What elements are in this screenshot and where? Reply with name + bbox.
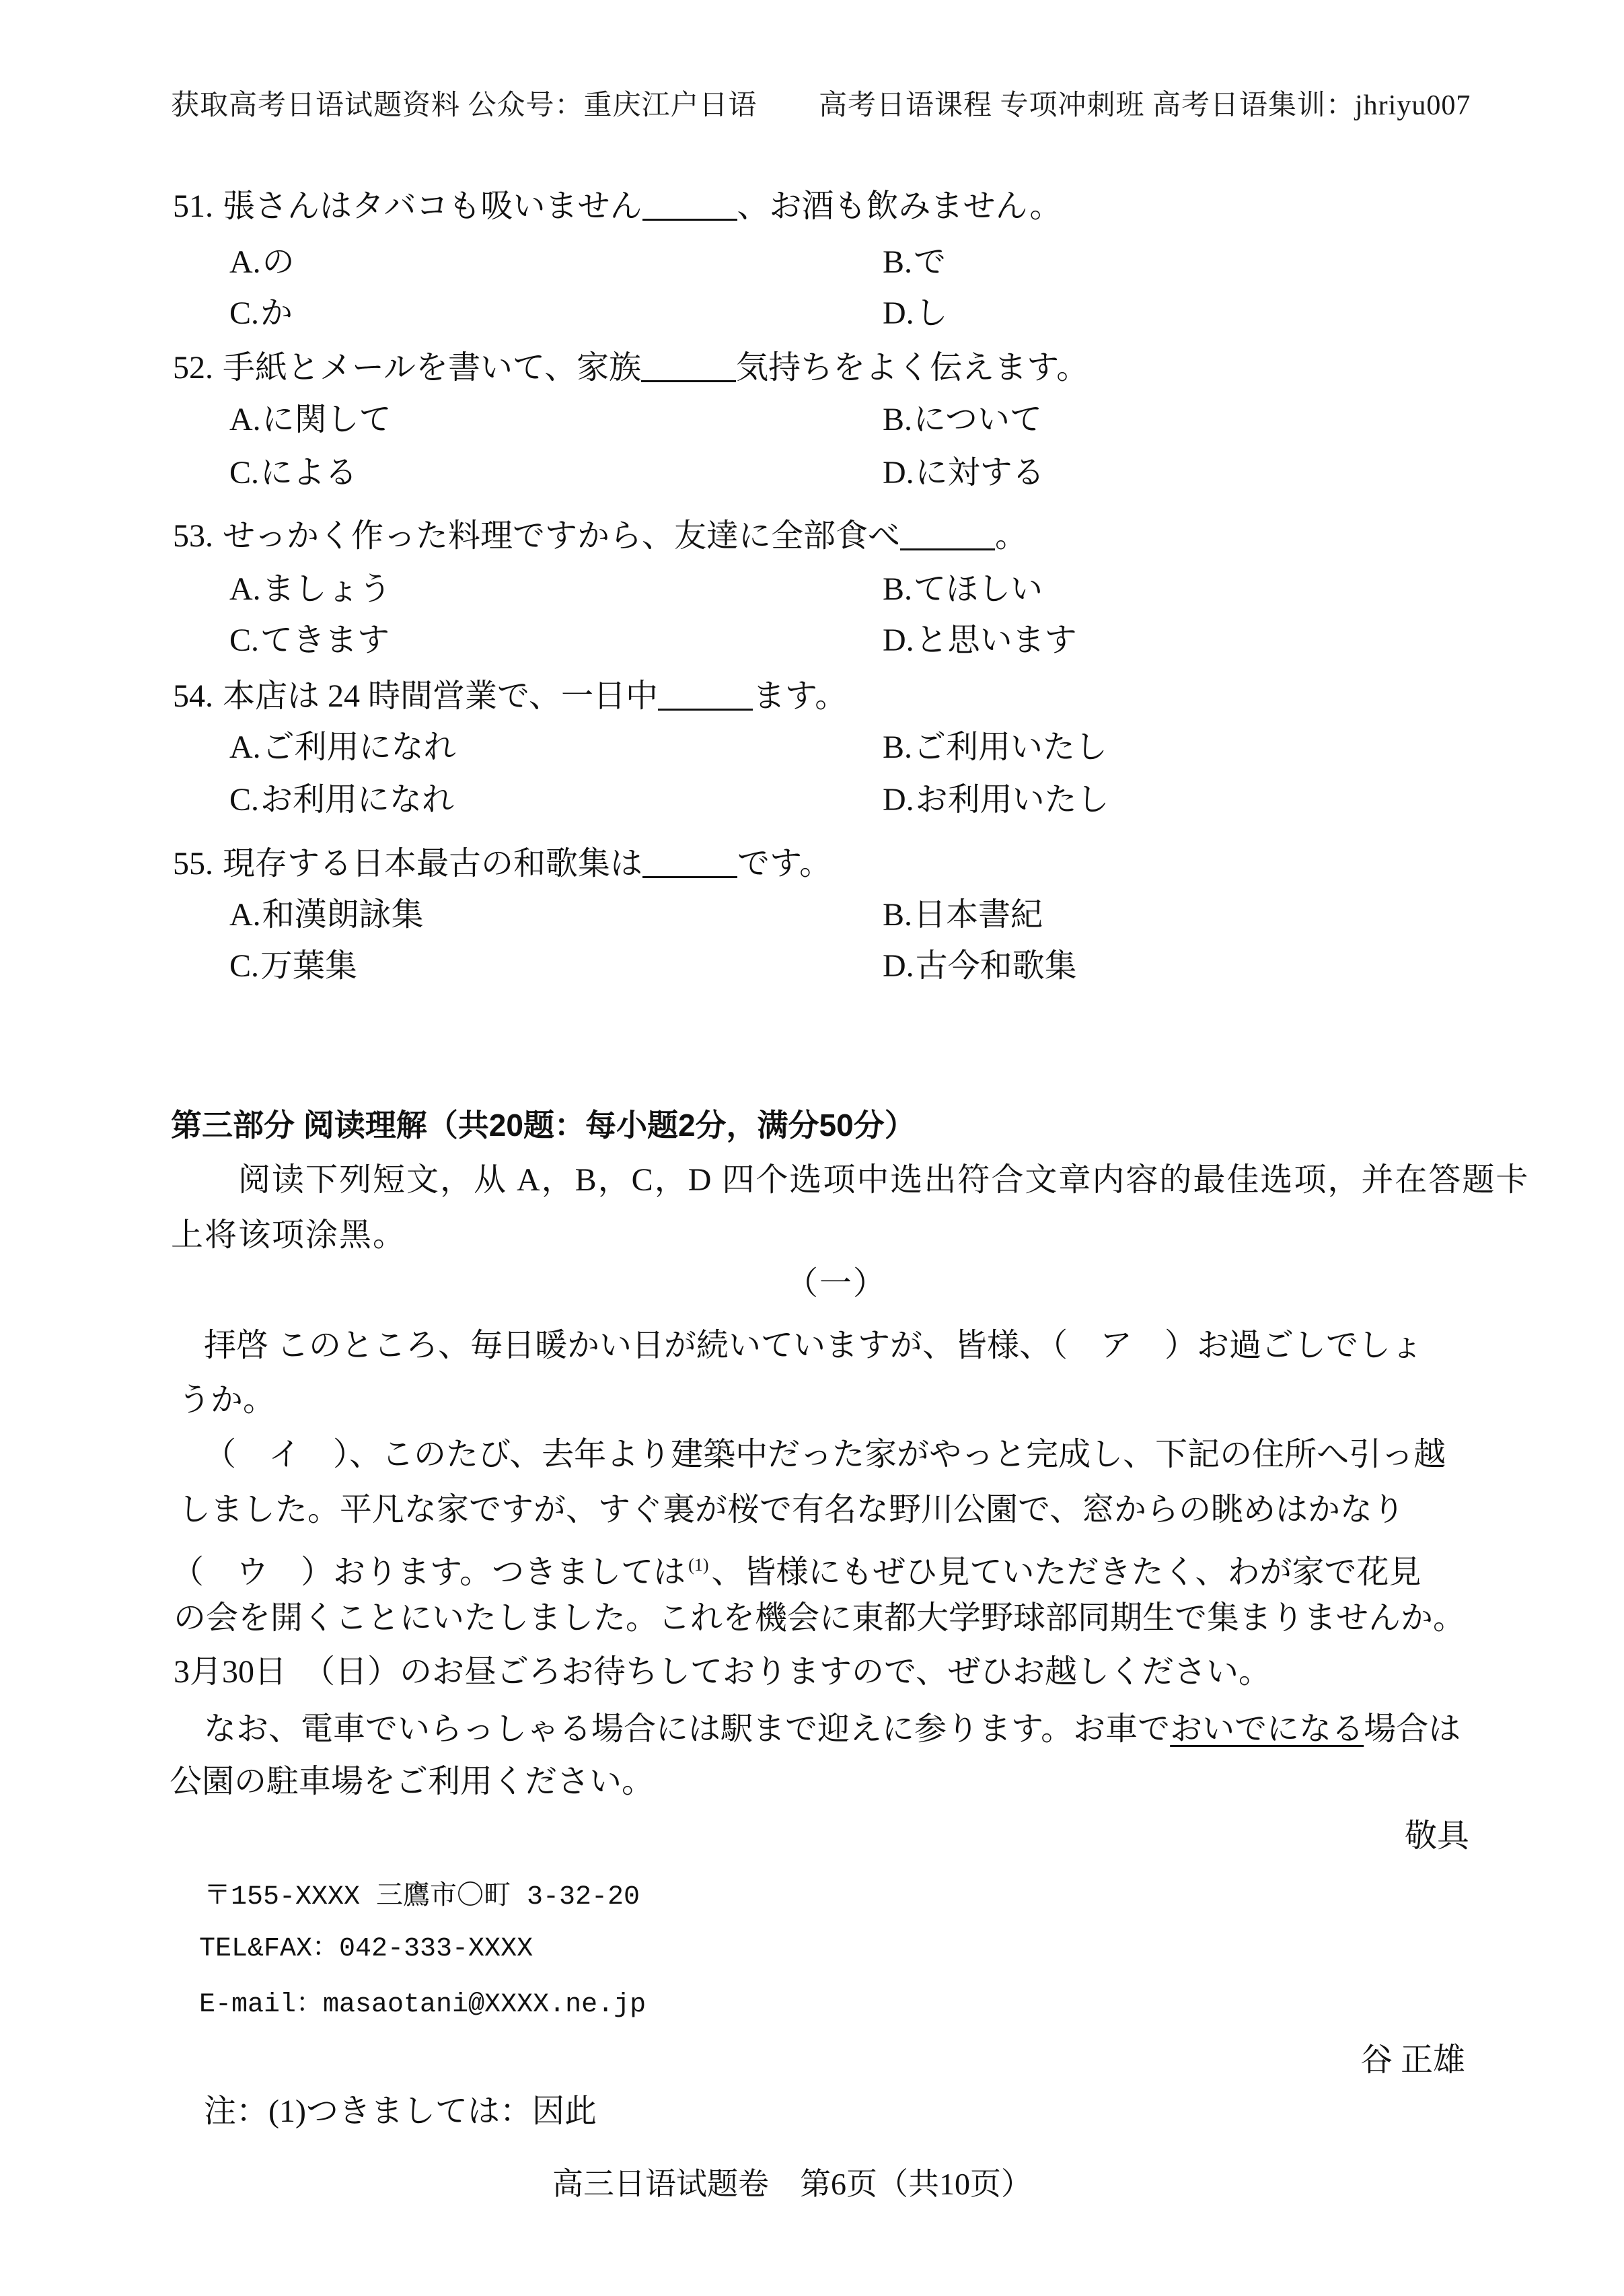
letter-text: なお、電車でいらっしゃる場合には駅まで迎えに参ります。お車で: [204, 1711, 1171, 1747]
option-label: B.: [883, 729, 913, 765]
instructions-text: 上将该项涂黑。: [171, 1217, 407, 1253]
option-text: ご利用いたし: [914, 729, 1108, 765]
option-b: [883, 569, 1043, 610]
option-text: による: [260, 455, 358, 491]
answer-blank: [900, 522, 995, 550]
stem-before-blank: 本店は 24 時間営業で、一日中: [223, 678, 659, 714]
footnote-marker: (1): [688, 1555, 709, 1575]
option-label: A.: [229, 244, 261, 280]
letter-text: 公園の駐車場をご利用ください。: [170, 1764, 655, 1799]
option-b: [883, 242, 946, 283]
letter-signature: [1360, 2040, 1465, 2081]
option-text: お利用になれ: [260, 782, 455, 818]
option-text: お利用いたし: [915, 782, 1109, 818]
question-stem: [173, 348, 1088, 388]
option-d: [883, 780, 1109, 820]
option-a: [229, 400, 392, 440]
letter-line: [178, 1490, 1405, 1530]
letter-text: （ ウ ）おります。つきましては: [172, 1554, 686, 1590]
question-number: 53.: [173, 518, 213, 554]
section-title-text: 第三部分 阅读理解（共20题：每小题2分，满分50分）: [171, 1108, 916, 1143]
letter-line: [172, 1545, 1422, 1590]
option-text: ご利用になれ: [262, 729, 456, 765]
stem-before-blank: せっかく作った料理ですから、友達に全部食べ: [223, 518, 901, 554]
email-text: E-mail：masaotani@XXXX.ne.jp: [199, 1990, 647, 2020]
option-a: [229, 727, 456, 768]
question-number: 51.: [173, 188, 213, 224]
stem-before-blank: 手紙とメールを書いて、家族: [223, 350, 642, 386]
closing-text: 敬具: [1404, 1818, 1469, 1854]
option-text: の: [262, 244, 295, 280]
option-label: C.: [229, 782, 260, 818]
letter-email: [199, 1985, 646, 2025]
option-text: 万葉集: [260, 948, 358, 984]
option-c: [229, 453, 357, 493]
answer-blank: [642, 192, 737, 221]
option-text: と思います: [915, 622, 1077, 658]
passage-label: [786, 1264, 887, 1304]
letter-text: の会を開くことにいたしました。これを機会に東都大学野球部同期生で集まりませんか。: [174, 1600, 1466, 1636]
letter-line: [170, 1762, 654, 1802]
option-label: C.: [229, 455, 260, 491]
letter-text: 場合は: [1364, 1711, 1461, 1747]
question-stem: [173, 676, 847, 717]
option-label: B.: [883, 571, 913, 607]
question-stem: [173, 186, 1062, 227]
option-c: [229, 946, 357, 986]
stem-after-blank: ます。: [753, 678, 848, 714]
question-stem: [173, 516, 1027, 557]
tel-fax-text: TEL&FAX：042-333-XXXX: [199, 1934, 533, 1964]
instructions-line-1: [238, 1160, 1529, 1200]
option-label: B.: [883, 402, 913, 437]
option-text: か: [260, 295, 293, 331]
option-label: A.: [229, 402, 261, 437]
stem-after-blank: 。: [995, 518, 1028, 554]
header-right-label: 高考日语课程 专项冲刺班 高考日语集训：jhriyu007: [819, 90, 1471, 121]
address-text: 〒155-XXXX 三鷹市〇町 3-32-20: [204, 1882, 640, 1912]
option-label: D.: [883, 782, 914, 818]
letter-closing: [1405, 1816, 1469, 1857]
letter-text: 拝啓 このところ、毎日暖かい日が続いていますが、皆様、（ ア ）お過ごしでしょ: [204, 1328, 1424, 1363]
question-number: 55.: [173, 846, 213, 882]
stem-after-blank: 、お酒も飲みません。: [737, 188, 1062, 224]
answer-blank: [642, 849, 737, 878]
answer-blank: [658, 682, 753, 711]
question-stem: [173, 844, 832, 884]
option-label: C.: [229, 295, 260, 331]
letter-line: [204, 1326, 1423, 1366]
option-label: B.: [883, 897, 913, 933]
header-left-text: [171, 85, 758, 126]
stem-after-blank: です。: [737, 846, 832, 882]
letter-text: 3月30日 （日）のお昼ごろお待ちしておりますので、ぜひお越しください。: [174, 1654, 1271, 1690]
letter-line: [174, 1598, 1465, 1639]
option-text: ましょう: [262, 571, 392, 607]
letter-text: （ イ ）、このたび、去年より建築中だった家がやっと完成し、下記の住所へ引っ越: [204, 1437, 1446, 1472]
signature-text: 谷 正雄: [1360, 2042, 1465, 2078]
passage-label-text: （一）: [786, 1266, 887, 1301]
header-right-text: [819, 85, 1471, 126]
footnote-text: 注：(1)つきましては：因此: [204, 2093, 597, 2129]
option-label: D.: [883, 295, 914, 331]
letter-text: うか。: [178, 1382, 276, 1418]
letter-line: [174, 1652, 1271, 1692]
option-text: 日本書紀: [914, 897, 1043, 933]
option-label: A.: [229, 729, 261, 765]
option-d: [883, 293, 948, 334]
question-number: 54.: [173, 678, 213, 714]
letter-address: [204, 1877, 640, 1918]
option-d: [883, 453, 1045, 493]
letter-text: 、皆様にもぜひ見ていただきたく、わが家で花見: [711, 1554, 1422, 1590]
instructions-text: 阅读下列短文，从 A，B，C，D 四个选项中选出符合文章内容的最佳选项，并在答题卡: [238, 1162, 1530, 1198]
option-text: について: [914, 402, 1043, 437]
underlined-phrase: おいでになる: [1170, 1711, 1364, 1747]
option-d: [883, 620, 1077, 661]
page-footer: [552, 2164, 1032, 2204]
option-label: D.: [883, 455, 914, 491]
option-text: に関して: [262, 402, 392, 437]
option-text: 和漢朗詠集: [262, 897, 424, 933]
option-d: [883, 946, 1077, 986]
letter-line: [178, 1380, 275, 1421]
option-label: D.: [883, 948, 914, 984]
option-a: [229, 242, 295, 283]
option-b: [883, 895, 1043, 935]
header-left-label: 获取高考日语试题资料 公众号：重庆江户日语: [171, 90, 758, 121]
option-b: [883, 400, 1042, 440]
instructions-line-2: [171, 1215, 406, 1256]
stem-after-blank: 気持ちをよく伝えます。: [736, 350, 1089, 386]
option-text: てほしい: [914, 571, 1043, 607]
option-c: [229, 293, 293, 334]
option-b: [883, 727, 1107, 768]
section-title: [171, 1105, 916, 1145]
option-text: 古今和歌集: [915, 948, 1077, 984]
option-c: [229, 620, 390, 661]
option-label: A.: [229, 571, 261, 607]
option-a: [229, 569, 392, 610]
letter-line: [204, 1709, 1461, 1750]
letter-text: しました。平凡な家ですが、すぐ裏が桜で有名な野川公園で、窓からの眺めはかなり: [178, 1492, 1405, 1528]
option-label: C.: [229, 622, 260, 658]
letter-tel-fax: [199, 1929, 533, 1970]
option-a: [229, 895, 424, 935]
option-text: し: [915, 295, 948, 331]
option-text: で: [914, 244, 947, 280]
footer-text: 高三日语试题卷 第6页（共10页）: [552, 2167, 1032, 2201]
option-text: てきます: [260, 622, 390, 658]
option-label: C.: [229, 948, 260, 984]
question-number: 52.: [173, 350, 213, 386]
letter-line: [204, 1435, 1446, 1475]
option-c: [229, 780, 454, 820]
footnote: [204, 2091, 597, 2132]
stem-before-blank: 現存する日本最古の和歌集は: [223, 846, 643, 882]
answer-blank: [641, 353, 736, 382]
option-label: A.: [229, 897, 261, 933]
stem-before-blank: 張さんはタバコも吸いません: [223, 188, 642, 224]
option-label: D.: [883, 622, 914, 658]
option-label: B.: [883, 244, 913, 280]
option-text: に対する: [915, 455, 1045, 491]
